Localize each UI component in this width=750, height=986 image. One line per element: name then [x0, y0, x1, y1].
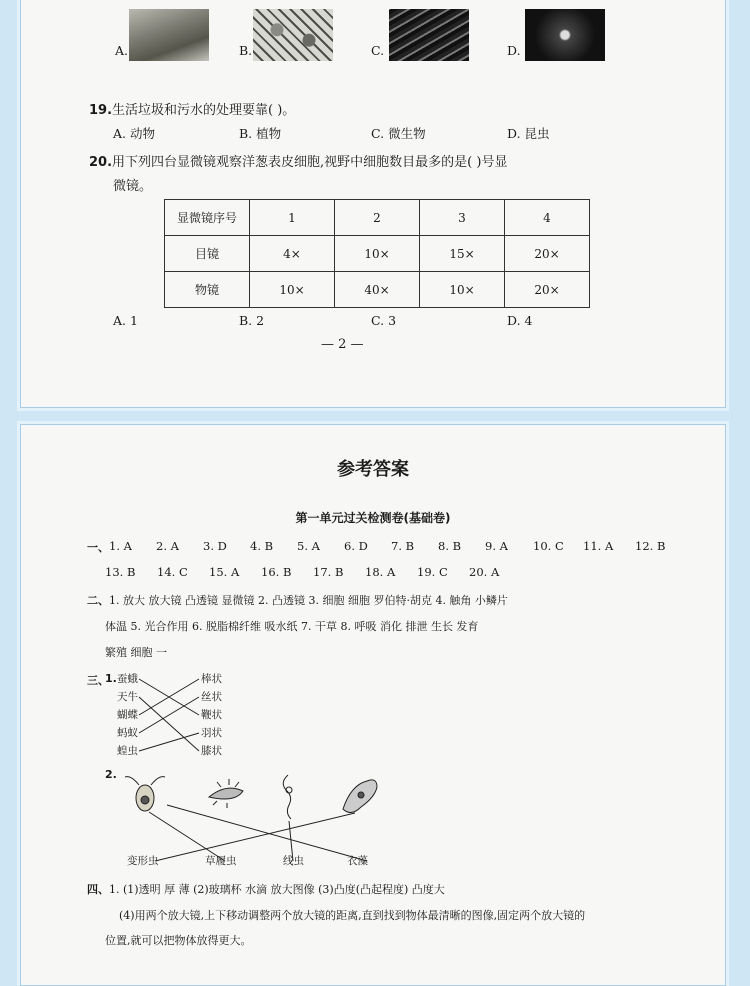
- question-20-text: 用下列四台显微镜观察洋葱表皮细胞,视野中细胞数目最多的是( )号显: [112, 155, 508, 170]
- answer-item: 12. B: [635, 539, 666, 553]
- antenna-right-label: 丝状: [201, 691, 222, 703]
- answer-item: 5. A: [297, 539, 320, 553]
- section-3-label: 三、: [87, 674, 109, 687]
- table-row: [165, 236, 590, 272]
- section-3-q2-label: 2.: [105, 768, 117, 781]
- section-4-line-3: 位置,就可以把物体放得更大。: [105, 934, 252, 947]
- answer-item: 4. B: [250, 539, 274, 553]
- insect-left-label: 蚂蚁: [117, 727, 138, 739]
- answer-subtitle: 第一单元过关检测卷(基础卷): [295, 511, 451, 525]
- answer-item: 1. A: [109, 539, 132, 553]
- section-4-label: 四、: [87, 883, 109, 896]
- answer-item: 19. C: [417, 565, 448, 579]
- organism-label: 线虫: [283, 855, 304, 867]
- q18-option-b: B.: [239, 43, 253, 58]
- section-4-line-1: 1. (1)透明 厚 薄 (2)玻璃杯 水滴 放大图像 (3)凸度(凸起程度) 凸度大: [109, 883, 445, 896]
- answer-title: 参考答案: [337, 459, 409, 480]
- page-1: [20, 0, 726, 408]
- micrograph-neuron: [525, 9, 605, 61]
- answer-item: 2. A: [156, 539, 179, 553]
- table-cell: 4×: [250, 236, 335, 272]
- insect-left-label: 蝴蝶: [117, 709, 138, 721]
- answer-item: 9. A: [485, 539, 508, 553]
- section-2-line-3: 繁殖 细胞 一: [105, 646, 167, 659]
- answer-item: 3. D: [203, 539, 227, 553]
- answer-item: 11. A: [583, 539, 614, 553]
- antenna-right-label: 棒状: [201, 673, 222, 685]
- answer-item: 6. D: [344, 539, 368, 553]
- answer-item: 17. B: [313, 565, 344, 579]
- section-2-line-1: 1. 放大 放大镜 凸透镜 显微镜 2. 凸透镜 3. 细胞 细胞 罗伯特·胡克 4. 触角 小鳞片: [109, 594, 508, 607]
- answer-item: 20. A: [469, 565, 500, 579]
- answer-item: 16. B: [261, 565, 292, 579]
- page-2: [20, 424, 726, 986]
- match-line: [167, 805, 367, 861]
- table-cell: 40×: [335, 272, 420, 308]
- insect-left-label: 蝗虫: [117, 745, 138, 757]
- answer-item: 10. C: [533, 539, 564, 553]
- answer-item: 8. B: [438, 539, 462, 553]
- table-header-row: [165, 200, 590, 236]
- q18-option-a: A.: [115, 43, 129, 58]
- matching-lines-diagram: [21, 425, 725, 985]
- page-number: — 2 —: [321, 337, 364, 352]
- answer-item: 13. B: [105, 565, 136, 579]
- micrograph-leaf-epidermis: [253, 9, 333, 61]
- antenna-right-label: 膝状: [201, 745, 222, 757]
- match-line: [139, 697, 199, 751]
- q20-option-b: B. 2: [239, 313, 265, 328]
- table-cell: 20×: [505, 236, 590, 272]
- nematode-drawing: [283, 775, 291, 819]
- organism-label: 衣藻: [347, 855, 368, 867]
- match-line: [155, 813, 355, 861]
- question-20-text-cont: 微镜。: [113, 179, 153, 194]
- match-line: [139, 697, 199, 733]
- answer-item: 18. A: [365, 565, 396, 579]
- q20-option-a: A. 1: [113, 313, 138, 328]
- table-header-cell: 显微镜序号: [165, 200, 250, 236]
- organism-drawings: [125, 775, 377, 861]
- q19-option-c: C. 微生物: [371, 126, 426, 141]
- paramecium-drawing: [209, 788, 243, 799]
- question-19-text: 生活垃圾和污水的处理要靠( )。: [112, 103, 296, 118]
- insect-left-label: 天牛: [117, 691, 138, 703]
- insect-left-label: 蚕蛾: [117, 673, 138, 685]
- q18-option-d: D.: [507, 43, 521, 58]
- table-cell: 10×: [250, 272, 335, 308]
- question-20: 20.用下列四台显微镜观察洋葱表皮细胞,视野中细胞数目最多的是( )号显: [89, 155, 508, 170]
- antenna-right-label: 鞭状: [201, 709, 222, 721]
- organism-label: 草履虫: [205, 855, 237, 867]
- micrograph-muscle: [389, 9, 469, 61]
- table-header-cell: 3: [420, 200, 505, 236]
- table-header-cell: 4: [505, 200, 590, 236]
- section-4-line-2: (4)用两个放大镜,上下移动调整两个放大镜的距离,直到找到物体最清晰的图像,固定两个放大镜的: [119, 909, 586, 922]
- section-1-label: 一、: [87, 541, 109, 554]
- table-cell: 15×: [420, 236, 505, 272]
- section-3-q1-label: 1.: [105, 672, 117, 685]
- match-line: [139, 733, 199, 751]
- antenna-right-label: 羽状: [201, 727, 222, 739]
- organism-label: 变形虫: [127, 855, 159, 867]
- table-cell: 物镜: [165, 272, 250, 308]
- q19-option-d: D. 昆虫: [507, 126, 550, 141]
- micrograph-root-tip: [129, 9, 209, 61]
- q19-option-a: A. 动物: [113, 126, 155, 141]
- answer-item: 14. C: [157, 565, 188, 579]
- table-cell: 目镜: [165, 236, 250, 272]
- microscope-table: [164, 199, 590, 308]
- answer-item: 7. B: [391, 539, 415, 553]
- section-2-line-2: 体温 5. 光合作用 6. 脱脂棉纤维 吸水纸 7. 干草 8. 呼吸 消化 排泄 生长 发育: [105, 620, 479, 633]
- table-header-cell: 1: [250, 200, 335, 236]
- question-19: 19.生活垃圾和污水的处理要靠( )。: [89, 103, 296, 118]
- q20-option-c: C. 3: [371, 313, 397, 328]
- section-2-label: 二、: [87, 594, 109, 607]
- q18-option-c: C.: [371, 43, 385, 58]
- table-cell: 20×: [505, 272, 590, 308]
- q20-option-d: D. 4: [507, 313, 533, 328]
- answer-item: 15. A: [209, 565, 240, 579]
- table-row: [165, 272, 590, 308]
- q19-option-b: B. 植物: [239, 126, 282, 141]
- table-header-cell: 2: [335, 200, 420, 236]
- table-cell: 10×: [335, 236, 420, 272]
- table-cell: 10×: [420, 272, 505, 308]
